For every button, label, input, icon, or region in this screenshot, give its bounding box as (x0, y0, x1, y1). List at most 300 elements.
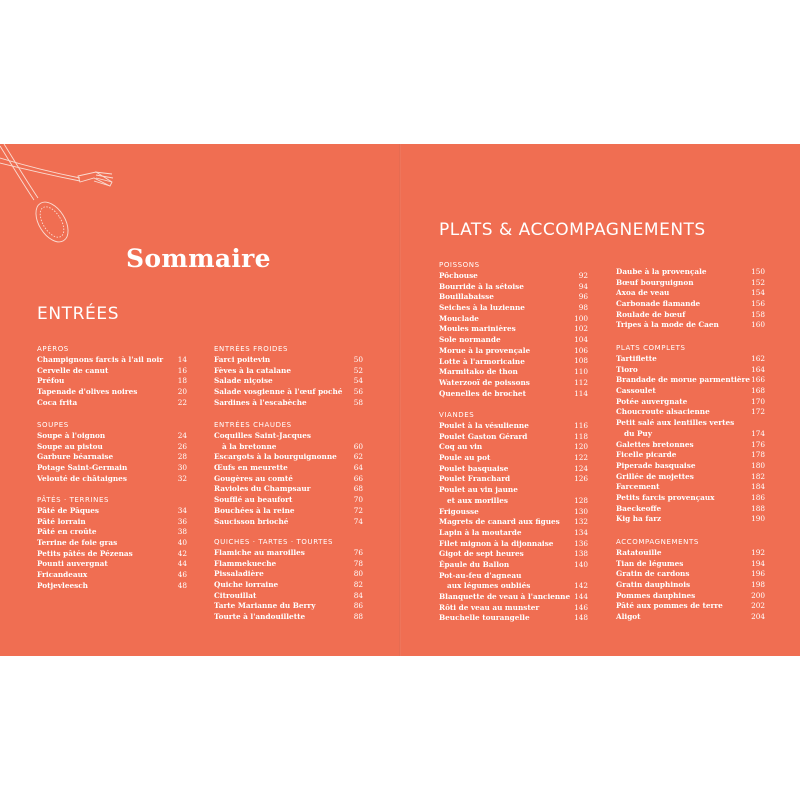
entry-title: Daube à la provençale (616, 267, 707, 276)
page-number: 136 (574, 538, 588, 548)
entry-title: Petits pâtés de Pézenas (37, 548, 133, 558)
toc-section (214, 420, 363, 527)
section-heading: QUICHES · TARTES · TOURTES (214, 538, 334, 546)
entry-title: Kig ha farz (616, 514, 662, 524)
toc-entry[interactable] (616, 320, 765, 331)
page-number: 56 (353, 387, 363, 397)
toc-entry[interactable] (214, 398, 363, 409)
entry-title: Sole normande (439, 335, 501, 345)
toc-entry[interactable] (214, 452, 363, 463)
page-number: 146 (574, 602, 588, 612)
page-number: 172 (751, 407, 765, 417)
page-number: 64 (353, 463, 363, 473)
page-number: 156 (751, 299, 765, 309)
entry-title: Salade niçoise (214, 376, 273, 386)
entry-title: Gougères au comté (214, 473, 293, 483)
entry-title: Bœuf bourguignon (616, 277, 694, 287)
entry-title: Tartiflette (616, 354, 657, 363)
page-number: 144 (574, 592, 588, 602)
page-number: 44 (177, 559, 187, 569)
toc-entry[interactable] (616, 601, 765, 612)
page-number: 188 (751, 503, 765, 513)
toc-entry[interactable] (439, 571, 588, 592)
page-number: 198 (751, 580, 765, 590)
toc-entry[interactable] (214, 495, 363, 506)
page-number: 130 (574, 506, 588, 516)
toc-entry[interactable] (37, 463, 187, 474)
entry-title: Magrets de canard aux figues (439, 517, 560, 527)
page-number: 110 (574, 367, 588, 377)
entry-title: Tioro (616, 364, 638, 374)
toc-entry[interactable] (214, 580, 363, 591)
entry-title: Coca frita (37, 397, 78, 407)
page-number: 52 (353, 365, 363, 375)
entry-title: Pommes dauphines (616, 590, 696, 600)
entry-title: Pâté aux pommes de terre (616, 601, 723, 611)
entry-title: Coq au vin (439, 442, 483, 452)
entry-title: Morue à la provençale (439, 345, 531, 355)
page-number: 26 (177, 441, 187, 451)
page-number: 200 (751, 590, 765, 600)
page-number: 68 (353, 484, 363, 494)
page-number: 58 (353, 397, 363, 407)
toc-section (616, 343, 765, 525)
toc-entry[interactable] (439, 592, 588, 603)
toc-entry[interactable] (37, 474, 187, 485)
page-number: 74 (353, 516, 363, 526)
toc-entry[interactable] (616, 580, 765, 591)
page-number: 20 (177, 387, 187, 397)
toc-entry[interactable] (214, 591, 363, 602)
entry-title: Bourride à la sétoise (439, 281, 524, 291)
page-number: 134 (574, 527, 588, 537)
toc-entry[interactable] (214, 366, 363, 377)
entry-title: Tarte Marianne du Berry (214, 601, 316, 611)
toc-entry[interactable] (37, 506, 187, 517)
toc-entry[interactable] (439, 507, 588, 518)
entry-title: Préfou (37, 376, 65, 386)
page-number: 166 (751, 375, 765, 385)
section-heading: SOUPES (37, 421, 69, 429)
entrees-heading: ENTRÉES (37, 304, 120, 324)
page-number: 152 (751, 277, 765, 287)
toc-entry[interactable] (214, 474, 363, 485)
page-number: 66 (353, 473, 363, 483)
page-number: 202 (751, 601, 765, 611)
page-number: 142 (574, 581, 588, 591)
toc-entry[interactable] (616, 299, 765, 310)
toc-entry[interactable] (214, 559, 363, 570)
toc-entry[interactable] (37, 387, 187, 398)
entry-title: Beuchelle tourangelle (439, 613, 530, 623)
entry-title: Tapenade d'olives noires (37, 387, 138, 397)
toc-entry[interactable] (439, 453, 588, 464)
toc-entry[interactable] (616, 386, 765, 397)
entry-title: Cervelle de canut (37, 365, 109, 375)
toc-entry[interactable] (214, 431, 363, 452)
entry-title: Blanquette de veau à l'ancienne (439, 592, 571, 602)
spoon-and-fork-icon (0, 144, 130, 254)
toc-entry[interactable] (37, 376, 187, 387)
entry-title: Pounti auvergnat (37, 559, 108, 569)
toc-entry[interactable] (439, 560, 588, 571)
page-number: 80 (353, 569, 363, 579)
section-heading: PLATS COMPLETS (616, 344, 686, 352)
entry-title: Rôti de veau au munster (439, 602, 540, 612)
entry-title: Baeckeoffe (616, 503, 662, 513)
plats-heading: PLATS & ACCOMPAGNEMENTS (439, 220, 706, 240)
page-number: 48 (177, 580, 187, 590)
toc-entry[interactable] (616, 612, 765, 623)
page-number: 78 (353, 558, 363, 568)
toc-entry[interactable] (214, 506, 363, 517)
toc-section (439, 410, 588, 624)
entry-title: Potée auvergnate (616, 396, 688, 406)
toc-entry[interactable] (616, 375, 765, 386)
toc-entry[interactable] (214, 548, 363, 559)
toc-entry[interactable] (37, 570, 187, 581)
page-number: 190 (751, 514, 765, 524)
toc-entry[interactable] (214, 355, 363, 366)
entry-title-continued: et aux morilles (447, 495, 508, 505)
toc-entry[interactable] (37, 398, 187, 409)
page-number: 94 (578, 281, 588, 291)
page-number: 38 (177, 527, 187, 537)
entry-title: Grillée de mojettes (616, 471, 694, 481)
page-number: 122 (574, 453, 588, 463)
toc-entry[interactable] (616, 354, 765, 365)
entry-title-continued: à la bretonne (222, 441, 277, 451)
page-number: 62 (353, 452, 363, 462)
entry-title: Petit salé aux lentilles vertes (616, 418, 735, 428)
page-number: 150 (751, 266, 765, 276)
page-number: 96 (578, 292, 588, 302)
toc-entry[interactable] (616, 397, 765, 408)
entry-title: Poulet à la vésulienne (439, 421, 529, 430)
toc-entry[interactable] (37, 355, 187, 366)
toc-entry[interactable] (37, 452, 187, 463)
entry-title-continued: aux légumes oubliés (447, 581, 531, 591)
entry-title: Escargots à la bourguignonne (214, 452, 337, 462)
toc-entry[interactable] (37, 559, 187, 570)
page-number: 140 (574, 559, 588, 569)
toc-entry[interactable] (616, 310, 765, 321)
page-number: 40 (177, 538, 187, 548)
entry-title: Coquilles Saint-Jacques (214, 431, 311, 440)
toc-entry[interactable] (616, 559, 765, 570)
entry-title: Brandade de morue parmentière (616, 375, 750, 385)
toc-entry[interactable] (214, 601, 363, 612)
toc-entry[interactable] (439, 367, 588, 378)
entry-title: Farci poitevin (214, 355, 271, 364)
page-number: 88 (353, 612, 363, 622)
page-number: 128 (574, 495, 588, 505)
entry-title: Choucroute alsacienne (616, 407, 710, 417)
toc-entry[interactable] (616, 278, 765, 289)
entry-title: Gratin de cardons (616, 569, 690, 579)
toc-section (37, 344, 187, 408)
page-number: 16 (177, 365, 187, 375)
page-number: 28 (177, 452, 187, 462)
toc-entry[interactable] (439, 464, 588, 475)
toc-entry[interactable] (616, 569, 765, 580)
page-number: 148 (574, 613, 588, 623)
toc-entry[interactable] (616, 493, 765, 504)
toc-entry[interactable] (439, 613, 588, 624)
page-number: 102 (574, 324, 588, 334)
page-number: 126 (574, 474, 588, 484)
toc-entry[interactable] (37, 517, 187, 528)
section-heading: POISSONS (439, 261, 480, 269)
toc-entry[interactable] (616, 418, 765, 439)
entry-title: Pâté de Pâques (37, 506, 100, 515)
entry-title: Pâté en croûte (37, 527, 97, 537)
page-number: 120 (574, 442, 588, 452)
toc-section (37, 495, 187, 592)
toc-entry[interactable] (439, 603, 588, 614)
page-number: 176 (751, 439, 765, 449)
entry-title: Poulet basquaise (439, 463, 509, 473)
entry-title: Bouillabaisse (439, 292, 494, 302)
page-number: 30 (177, 463, 187, 473)
page-number: 46 (177, 570, 187, 580)
toc-entry[interactable] (214, 463, 363, 474)
entry-title: Ravioles du Champsaur (214, 484, 311, 494)
entry-title: Farcement (616, 482, 660, 492)
entry-title: Poulet au vin jaune (439, 485, 518, 495)
page-number: 196 (751, 569, 765, 579)
entry-title: Pâté lorrain (37, 516, 86, 526)
entry-title: Pôchouse (439, 271, 478, 280)
page-number: 34 (177, 505, 187, 515)
toc-entry[interactable] (616, 450, 765, 461)
toc-entry[interactable] (439, 539, 588, 550)
entry-title: Soupe à l'oignon (37, 431, 106, 440)
toc-section (616, 537, 765, 623)
page-number: 84 (353, 590, 363, 600)
toc-entry[interactable] (439, 271, 588, 282)
page-number: 180 (751, 460, 765, 470)
entry-title: Velouté de châtaignes (37, 473, 127, 483)
entry-title: Poulet Gaston Gérard (439, 431, 528, 441)
entry-title: Pot-au-feu d'agneau (439, 570, 522, 580)
entry-title: Marmitako de thon (439, 367, 518, 377)
entry-title: Potjevleesch (37, 580, 88, 590)
entry-title: Piperade basquaise (616, 460, 696, 470)
toc-entry[interactable] (616, 365, 765, 376)
toc-entry[interactable] (439, 485, 588, 506)
page-number: 164 (751, 364, 765, 374)
entry-title: Épaule du Ballon (439, 559, 510, 569)
toc-entry[interactable] (37, 549, 187, 560)
toc-entry[interactable] (37, 538, 187, 549)
page-number: 174 (751, 428, 765, 438)
page-number: 184 (751, 482, 765, 492)
page-number: 14 (177, 354, 187, 364)
page-number: 114 (574, 388, 588, 398)
toc-entry[interactable] (616, 504, 765, 515)
entry-title: Frigousse (439, 506, 479, 516)
toc-section (214, 344, 363, 408)
page-number: 24 (177, 430, 187, 440)
toc-entry[interactable] (439, 282, 588, 293)
entry-title: Tourte à l'andouillette (214, 612, 306, 622)
page-number: 104 (574, 335, 588, 345)
toc-entry[interactable] (439, 528, 588, 539)
section-heading: VIANDES (439, 411, 475, 419)
entry-title: Ficelle picarde (616, 450, 677, 460)
toc-entry[interactable] (214, 569, 363, 580)
page-number: 106 (574, 345, 588, 355)
toc-entry[interactable] (214, 376, 363, 387)
page-number: 154 (751, 288, 765, 298)
entry-title: Saucisson brioché (214, 516, 289, 526)
toc-entry[interactable] (214, 387, 363, 398)
entry-title: Soupe au pistou (37, 441, 103, 451)
toc-entry[interactable] (37, 431, 187, 442)
entry-title: Tripes à la mode de Caen (616, 320, 719, 330)
entry-title: Lapin à la moutarde (439, 527, 522, 537)
page-number: 72 (353, 505, 363, 515)
entry-title: Quiche lorraine (214, 580, 279, 590)
page-number: 168 (751, 386, 765, 396)
toc-entry[interactable] (439, 378, 588, 389)
toc-section (616, 267, 765, 331)
entry-title: Poule au pot (439, 453, 491, 463)
entry-title: Terrine de foie gras (37, 538, 118, 548)
page-number: 112 (574, 377, 588, 387)
page-number: 60 (353, 441, 363, 451)
page-number: 194 (751, 558, 765, 568)
page-number: 98 (578, 303, 588, 313)
toc-entry[interactable] (616, 548, 765, 559)
toc-entry[interactable] (214, 517, 363, 528)
page-number: 92 (578, 270, 588, 280)
page-number: 192 (751, 547, 765, 557)
toc-entry[interactable] (37, 527, 187, 538)
section-heading: ENTRÉES FROIDES (214, 345, 289, 353)
toc-entry[interactable] (439, 335, 588, 346)
page-gutter (399, 144, 401, 656)
entry-title: Mouclade (439, 313, 479, 323)
page-number: 100 (574, 313, 588, 323)
entry-title: Cassoulet (616, 386, 656, 396)
toc-entry[interactable] (439, 549, 588, 560)
entry-title: Salade vosgienne à l'œuf poché (214, 387, 343, 397)
page-number: 18 (177, 376, 187, 386)
page-number: 186 (751, 492, 765, 502)
section-heading: APÉROS (37, 345, 69, 353)
entry-title: Aligot (616, 612, 641, 622)
toc-entry[interactable] (439, 517, 588, 528)
page-number: 36 (177, 516, 187, 526)
entry-title: Filet mignon à la dijonnaise (439, 538, 554, 548)
toc-entry[interactable] (616, 267, 765, 278)
entry-title-continued: du Puy (624, 428, 652, 438)
page-number: 124 (574, 463, 588, 473)
entry-title: Quenelles de brochet (439, 388, 526, 398)
entry-title: Petits farcis provençaux (616, 492, 715, 502)
toc-entry[interactable] (37, 366, 187, 377)
page-number: 86 (353, 601, 363, 611)
page-number: 32 (177, 473, 187, 483)
toc-entry[interactable] (439, 474, 588, 485)
toc-entry[interactable] (37, 581, 187, 592)
entry-title: Sardines à l'escabèche (214, 397, 307, 407)
page-number: 108 (574, 356, 588, 366)
page-number: 162 (751, 353, 765, 363)
toc-entry[interactable] (616, 591, 765, 602)
entry-title: Poulet Franchard (439, 474, 511, 484)
toc-entry[interactable] (37, 442, 187, 453)
section-heading: PÂTÉS · TERRINES (37, 496, 110, 504)
toc-entry[interactable] (616, 482, 765, 493)
page-number: 22 (177, 397, 187, 407)
table-of-contents-spread (0, 144, 800, 656)
page-number: 182 (751, 471, 765, 481)
toc-entry[interactable] (616, 514, 765, 525)
toc-entry[interactable] (439, 442, 588, 453)
toc-entry[interactable] (616, 472, 765, 483)
page-number: 50 (353, 354, 363, 364)
toc-entry[interactable] (439, 346, 588, 357)
entry-title: Fèves à la catalane (214, 365, 291, 375)
toc-entry[interactable] (439, 314, 588, 325)
section-heading: ENTRÉES CHAUDES (214, 421, 292, 429)
entry-title: Champignons farcis à l'ail noir (37, 355, 164, 364)
toc-entry[interactable] (439, 389, 588, 400)
entry-title: Waterzooï de poissons (439, 377, 530, 387)
toc-entry[interactable] (616, 440, 765, 451)
entry-title: Pissaladière (214, 569, 264, 579)
entry-title: Axoa de veau (616, 288, 670, 298)
toc-entry[interactable] (214, 612, 363, 623)
entry-title: Garbure béarnaise (37, 452, 114, 462)
toc-entry[interactable] (616, 461, 765, 472)
page-number: 82 (353, 580, 363, 590)
entry-title: Galettes bretonnes (616, 439, 694, 449)
toc-entry[interactable] (616, 407, 765, 418)
toc-section (214, 537, 363, 623)
entry-title: Carbonade flamande (616, 299, 701, 309)
entry-title: Soufflé au beaufort (214, 495, 293, 505)
entry-title: Lotte à l'armoricaine (439, 356, 525, 366)
toc-entry[interactable] (616, 288, 765, 299)
page-number: 70 (353, 495, 363, 505)
page-number: 54 (353, 376, 363, 386)
toc-entry[interactable] (439, 421, 588, 432)
entry-title: Flammekueche (214, 558, 277, 568)
entry-title: Bouchées à la reine (214, 505, 295, 515)
page-number: 116 (574, 420, 588, 430)
page-title: Sommaire (126, 244, 271, 273)
section-heading: ACCOMPAGNEMENTS (616, 538, 699, 546)
page-number: 178 (751, 450, 765, 460)
toc-entry[interactable] (439, 432, 588, 443)
entry-title: Gratin dauphinois (616, 580, 691, 590)
toc-section (37, 420, 187, 484)
entry-title: Roulade de bœuf (616, 309, 686, 319)
entry-title: Flamiche au maroilles (214, 548, 305, 557)
toc-entry[interactable] (439, 324, 588, 335)
entry-title: Gigot de sept heures (439, 549, 524, 559)
toc-entry[interactable] (214, 484, 363, 495)
toc-entry[interactable] (439, 357, 588, 368)
page-number: 42 (177, 548, 187, 558)
toc-entry[interactable] (439, 292, 588, 303)
toc-entry[interactable] (439, 303, 588, 314)
toc-section (439, 260, 588, 399)
